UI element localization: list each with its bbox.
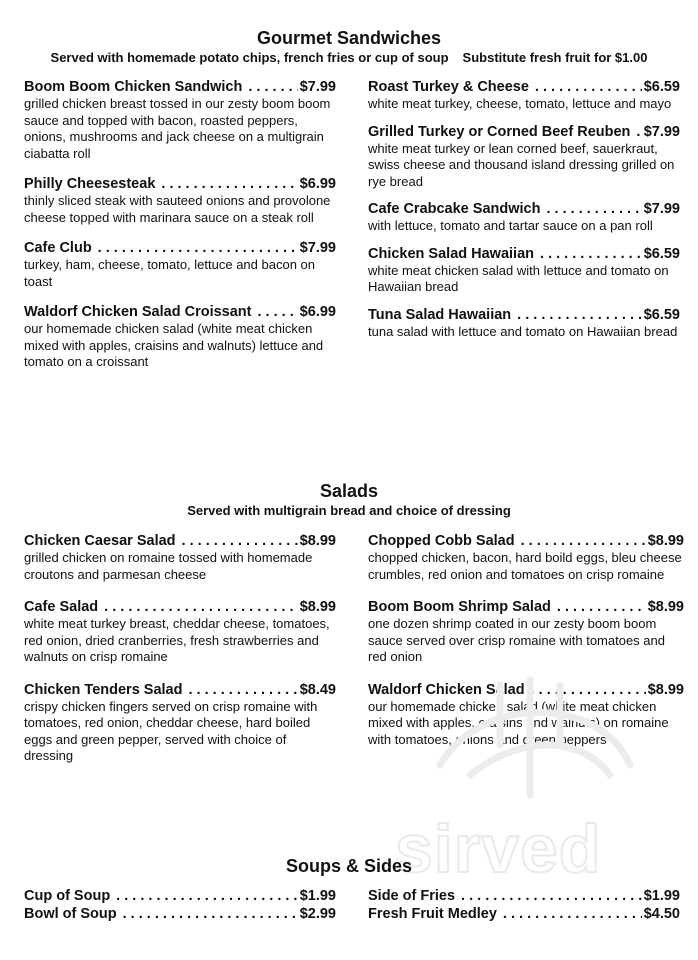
leader-dots [521, 532, 646, 550]
item-name: Bowl of Soup [24, 906, 117, 922]
item-name: Chicken Caesar Salad [24, 533, 176, 549]
item-description: turkey, ham, cheese, tomato, lettuce and bacon on toast [24, 257, 315, 289]
menu-item [24, 303, 336, 371]
item-name: Chicken Salad Hawaiian [368, 245, 535, 262]
item-name: Chopped Cobb Salad [368, 533, 515, 549]
leader-dots [461, 887, 642, 905]
item-price: $8.49 [299, 681, 336, 698]
item-description: chopped chicken, bacon, hard boild eggs, bleu cheese crumbles, red onion and tomatoes on crisp romaine [368, 550, 682, 582]
item-price: $8.99 [647, 681, 684, 698]
sandwiches-sides-note: Served with homemade potato chips, french fries or cup of soup [50, 50, 449, 65]
menu-item [24, 175, 336, 226]
menu-item [24, 78, 336, 162]
item-name: Waldorf Chicken Salad Croissant [24, 304, 252, 320]
menu-item [368, 887, 680, 905]
item-price: $6.59 [643, 245, 680, 262]
substitute-note: Substitute fresh fruit for $1.00 [462, 50, 648, 65]
item-name: Side of Fries [368, 888, 456, 904]
menu-item [24, 532, 336, 583]
item-description: white meat chicken salad with lettuce and tomato on Hawaiian bread [368, 262, 669, 294]
leader-dots [531, 681, 646, 699]
watermark-text: sirved [395, 811, 602, 887]
item-description: grilled chicken on romaine tossed with homemade croutons and parmesan cheese [24, 550, 313, 582]
item-description: one dozen shrimp coated in our zesty boom boom sauce served over crisp romaine with tomatoes and red onion [368, 616, 665, 664]
item-price: $6.99 [299, 304, 336, 320]
item-name: Philly Cheesesteak [24, 176, 156, 192]
item-name: Cafe Crabcake Sandwich [368, 201, 541, 217]
item-name: Boom Boom Shrimp Salad [368, 599, 551, 615]
item-price: $8.99 [299, 599, 336, 615]
item-price: $7.99 [643, 123, 680, 140]
menu-item [368, 532, 684, 583]
item-price: $1.99 [299, 888, 336, 904]
menu-item [368, 78, 680, 113]
salads-left-column [24, 532, 336, 778]
menu-item [368, 200, 680, 235]
salads-subtitle: Served with multigrain bread and choice of dressing [187, 503, 511, 518]
item-description: tuna salad with lettuce and tomato on Hawaiian bread [368, 323, 678, 339]
item-description: with lettuce, tomato and tartar sauce on a pan roll [368, 218, 653, 233]
item-name: Boom Boom Chicken Sandwich [24, 79, 243, 95]
soups-title: Soups & Sides [285, 856, 413, 876]
salads-title: Salads [319, 481, 379, 501]
item-name: Cafe Salad [24, 599, 99, 615]
leader-dots [546, 200, 641, 218]
leader-dots [503, 905, 642, 923]
menu-item [368, 306, 680, 341]
item-name: Waldorf Chicken Salad [368, 681, 525, 698]
item-name: Grilled Turkey or Corned Beef Reuben [368, 123, 631, 140]
item-description: crispy chicken fingers served on crisp romaine with tomatoes, red onion, cheddar cheese, hard boiled eggs and green pepper, served with choice of dressing [24, 698, 318, 763]
item-name: Cafe Club [24, 240, 92, 256]
item-description: thinly sliced steak with sauteed onions and provolone cheese topped with marinara sauce on a steak roll [24, 193, 331, 225]
menu-item [368, 681, 684, 749]
menu-item [368, 245, 680, 296]
leader-dots [535, 78, 642, 96]
menu-item [24, 887, 336, 905]
item-description: our homemade chicken salad (white meat chicken mixed with apples, craisins and walnuts) on romaine with tomatoes, onions and green peppers [368, 698, 669, 747]
soups-left-column [24, 887, 336, 923]
item-name: Roast Turkey & Cheese [368, 79, 529, 95]
item-price: $2.99 [299, 906, 336, 922]
leader-dots [248, 78, 297, 96]
leader-dots [123, 905, 298, 923]
menu-item [368, 905, 680, 923]
sandwiches-title: Gourmet Sandwiches [256, 28, 442, 48]
menu-item [24, 681, 336, 765]
soups-right-column [368, 887, 680, 923]
leader-dots [540, 245, 642, 263]
item-description: white meat turkey or lean corned beef, sauerkraut, swiss cheese and thousand island dressing grilled on rye bread [368, 140, 675, 189]
leader-dots [636, 123, 641, 141]
item-price: $4.50 [643, 906, 680, 922]
menu-item [24, 905, 336, 923]
leader-dots [257, 303, 297, 321]
leader-dots [557, 598, 646, 616]
item-description: white meat turkey, cheese, tomato, lettuce and mayo [368, 96, 672, 111]
item-price: $6.59 [643, 79, 680, 95]
menu-item [368, 123, 680, 191]
leader-dots [104, 598, 298, 616]
leader-dots [188, 681, 297, 699]
item-description: grilled chicken breast tossed in our zesty boom boom sauce and topped with bacon, roasted peppers, onions, mushrooms and jack cheese on a multigrain ciabatta roll [24, 96, 331, 161]
sandwiches-left-column [24, 78, 336, 384]
item-price: $7.99 [299, 240, 336, 256]
item-description: our homemade chicken salad (white meat chicken mixed with apples, craisins and walnuts) lettuce and tomato on a croissant [24, 321, 324, 369]
leader-dots [116, 887, 298, 905]
sandwiches-right-column [368, 78, 680, 353]
item-name: Cup of Soup [24, 888, 111, 904]
item-price: $6.99 [299, 176, 336, 192]
item-name: Chicken Tenders Salad [24, 681, 183, 698]
item-price: $7.99 [643, 201, 680, 217]
leader-dots [161, 175, 297, 193]
menu-item [24, 239, 336, 290]
item-price: $1.99 [643, 888, 680, 904]
menu-item [368, 598, 684, 666]
sandwiches-subtitle [0, 50, 698, 65]
item-price: $6.59 [643, 306, 680, 323]
item-price: $8.99 [647, 599, 684, 615]
item-price: $8.99 [299, 533, 336, 549]
salads-right-column [368, 532, 684, 761]
item-name: Tuna Salad Hawaiian [368, 306, 512, 323]
leader-dots [182, 532, 298, 550]
menu-item [24, 598, 336, 666]
item-price: $7.99 [299, 79, 336, 95]
leader-dots [517, 306, 642, 324]
item-price: $8.99 [647, 533, 684, 549]
item-description: white meat turkey breast, cheddar cheese, tomatoes, red onion, dried cranberries, fresh strawberries and walnuts on crisp romaine [24, 616, 330, 664]
leader-dots [98, 239, 298, 257]
item-name: Fresh Fruit Medley [368, 906, 497, 922]
